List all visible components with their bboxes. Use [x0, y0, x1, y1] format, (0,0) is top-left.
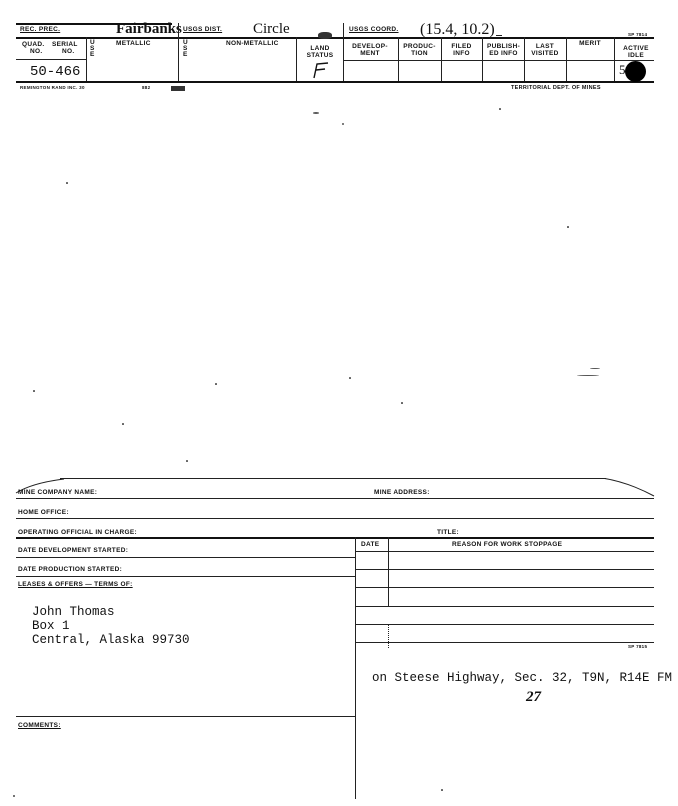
operating-official-label: OPERATING OFFICIAL IN CHARGE:	[18, 529, 137, 536]
printer-label: REMINGTON RAND INC. 30	[20, 85, 85, 90]
col-no-b: NO.	[62, 48, 75, 55]
col-divider-178	[178, 23, 179, 81]
rec-prec-label: REC. PREC.	[20, 26, 61, 33]
stoppage-row-3	[355, 606, 654, 607]
stoppage-row-5	[355, 642, 654, 643]
serial-row-sep	[16, 59, 86, 60]
col-published-info: PUBLISH- ED INFO	[486, 43, 521, 57]
title-label: TITLE:	[437, 529, 460, 536]
header-bottom-rule	[178, 37, 654, 39]
col-no-a: NO.	[30, 48, 43, 55]
lower-form-top-curve-right	[600, 478, 656, 500]
col-filed-info: FILED INFO	[451, 43, 472, 57]
col-divider-343	[343, 23, 344, 81]
scan-speck	[122, 423, 124, 425]
status-row-sep	[343, 60, 654, 61]
scan-speck	[441, 789, 443, 791]
mine-company-label: MINE COMPANY NAME:	[18, 489, 98, 496]
col-metallic: METALLIC	[116, 40, 151, 47]
printer-code: 882	[142, 85, 151, 90]
home-office-label: HOME OFFICE:	[18, 509, 69, 516]
stoppage-row-2	[355, 587, 654, 588]
stoppage-date-divider	[388, 537, 389, 607]
col-active-idle: ACTIVE IDLE	[623, 45, 649, 59]
status-digit: 5	[619, 62, 626, 77]
scan-speck	[186, 460, 188, 462]
scan-speck	[499, 108, 501, 110]
dev-started-label: DATE DEVELOPMENT STARTED:	[18, 547, 129, 554]
serial-value: 50-466	[30, 64, 81, 80]
header-bottom-rule-left	[16, 37, 178, 39]
contact-address-line-1: Box 1	[32, 619, 70, 633]
usgs-coord-value: (15.4, 10.2)	[420, 21, 495, 38]
scan-speck	[349, 377, 351, 379]
scan-speck	[33, 390, 35, 392]
mine-address-label: MINE ADDRESS:	[374, 489, 430, 496]
stoppage-row-1	[355, 569, 654, 570]
lower-form-top-rule	[60, 478, 606, 479]
scan-speck	[13, 795, 15, 797]
leases-label: LEASES & OFFERS — TERMS OF:	[18, 581, 133, 588]
scan-speck	[401, 402, 403, 404]
col-non-metallic: NON-METALLIC	[226, 40, 279, 47]
scan-speck	[567, 226, 569, 228]
scan-speck	[342, 123, 344, 125]
usgs-dist-label: USGS DIST.	[183, 26, 223, 33]
form-code: SP 7814	[628, 32, 648, 37]
usgs-coord-label: USGS COORD.	[349, 26, 399, 33]
row-rule-5	[16, 576, 355, 577]
active-status-dot	[625, 61, 646, 82]
usgs-dist-value: Circle	[253, 21, 290, 37]
col-production: PRODUC- TION	[403, 43, 436, 57]
row-rule-2	[16, 518, 654, 519]
col-land-status: LAND STATUS	[306, 45, 334, 59]
ink-blot	[318, 32, 332, 39]
scan-speck	[577, 375, 599, 376]
coord-close-tick	[496, 35, 502, 36]
contact-address-line-2: Central, Alaska 99730	[32, 633, 190, 647]
printer-stamp	[171, 86, 185, 91]
prod-started-label: DATE PRODUCTION STARTED:	[18, 566, 123, 573]
col-divider-296	[296, 37, 297, 81]
territorial-label: TERRITORIAL DEPT. OF MINES	[511, 85, 601, 91]
contact-name: John Thomas	[32, 605, 115, 619]
scan-speck	[66, 182, 68, 184]
row-rule-1	[16, 498, 654, 499]
col-use-b: U S E	[183, 39, 188, 58]
location-text: on Steese Highway, Sec. 32, T9N, R14E FM	[372, 671, 673, 685]
scan-speck	[590, 368, 600, 369]
col-divider-614	[614, 37, 615, 81]
col-divider-86	[86, 37, 87, 81]
comments-label: COMMENTS:	[18, 722, 61, 729]
col-merit: MERIT	[579, 40, 601, 47]
col-last-visited: LAST VISITED	[531, 43, 559, 57]
date-col-header: DATE	[361, 541, 380, 548]
stoppage-header-rule	[355, 551, 654, 552]
lower-center-divider	[355, 537, 356, 799]
stoppage-row-4	[355, 624, 654, 625]
scan-speck	[215, 383, 217, 385]
col-quad: QUAD.	[22, 41, 45, 48]
col-serial: SERIAL	[52, 41, 78, 48]
handwritten-number: 27	[526, 689, 541, 705]
row-rule-4	[16, 557, 355, 558]
col-use-a: U S E	[90, 39, 95, 58]
scan-speck	[313, 112, 319, 114]
district-value: Fairbanks	[116, 21, 182, 37]
land-status-mark	[308, 60, 332, 80]
row-rule-3	[16, 537, 654, 539]
row-rule-6	[16, 716, 355, 717]
reason-col-header: REASON FOR WORK STOPPAGE	[452, 541, 563, 548]
form-code-2: SP 7815	[628, 644, 648, 649]
col-development: DEVELOP- MENT	[352, 43, 388, 57]
stoppage-date-divider-dotted	[388, 624, 389, 648]
header-table-bottom	[16, 81, 654, 83]
